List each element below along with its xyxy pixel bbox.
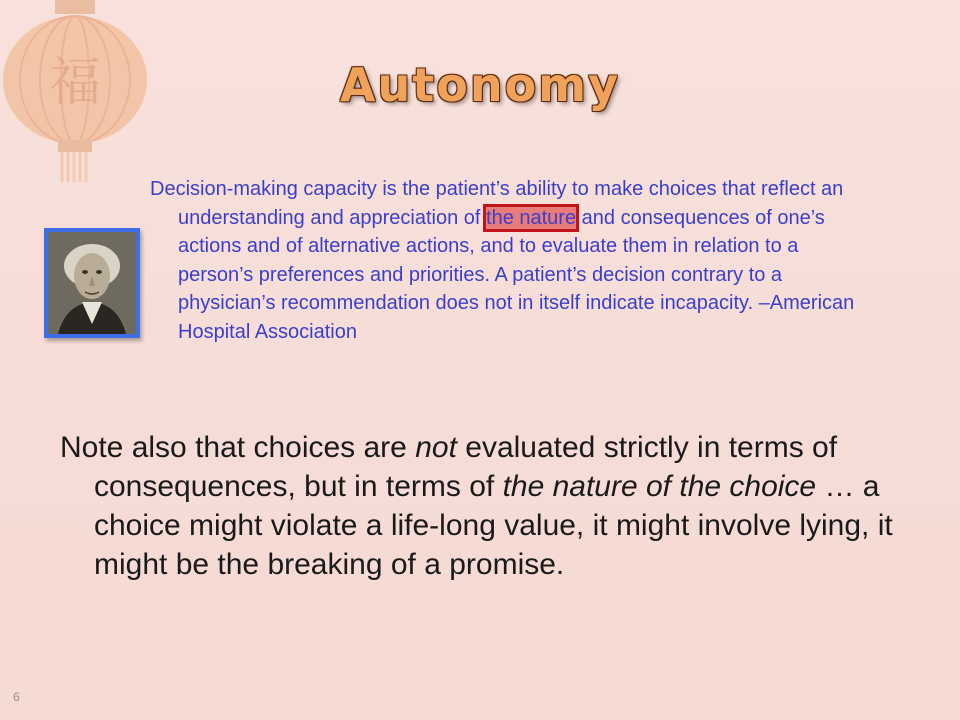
note-text <box>60 428 914 584</box>
note-emphasis-not: not <box>415 431 457 464</box>
note-part2: evaluated strictly in terms of consequences, but in terms of <box>94 431 838 503</box>
quote-after-highlight: and consequences of one’s actions and of alternative actions, and to evaluate them in relation to a person’s preferences and priorities. A patient’s decision contrary to a physician’s recommendation does not in itself indicate incapacity. –American Hospital Association <box>178 206 855 343</box>
portrait-figure <box>48 232 136 334</box>
note-emphasis-nature: the nature of the choice <box>502 470 817 503</box>
lantern-character: 福 <box>48 53 102 113</box>
portrait-image <box>44 228 140 338</box>
quote-highlight: the nature <box>486 206 577 229</box>
page-number: 6 <box>13 690 20 704</box>
note-part3: … a choice might violate a life-long value, it might involve lying, it might be the breaking of a promise. <box>94 470 893 581</box>
quote-text <box>150 175 878 346</box>
quote-before-highlight: Decision-making capacity is the patient’s ability to make choices that reflect an understanding and appreciation of <box>150 178 844 229</box>
note-part1: Note also that choices are <box>60 431 416 464</box>
slide-title: Autonomy <box>339 58 621 112</box>
